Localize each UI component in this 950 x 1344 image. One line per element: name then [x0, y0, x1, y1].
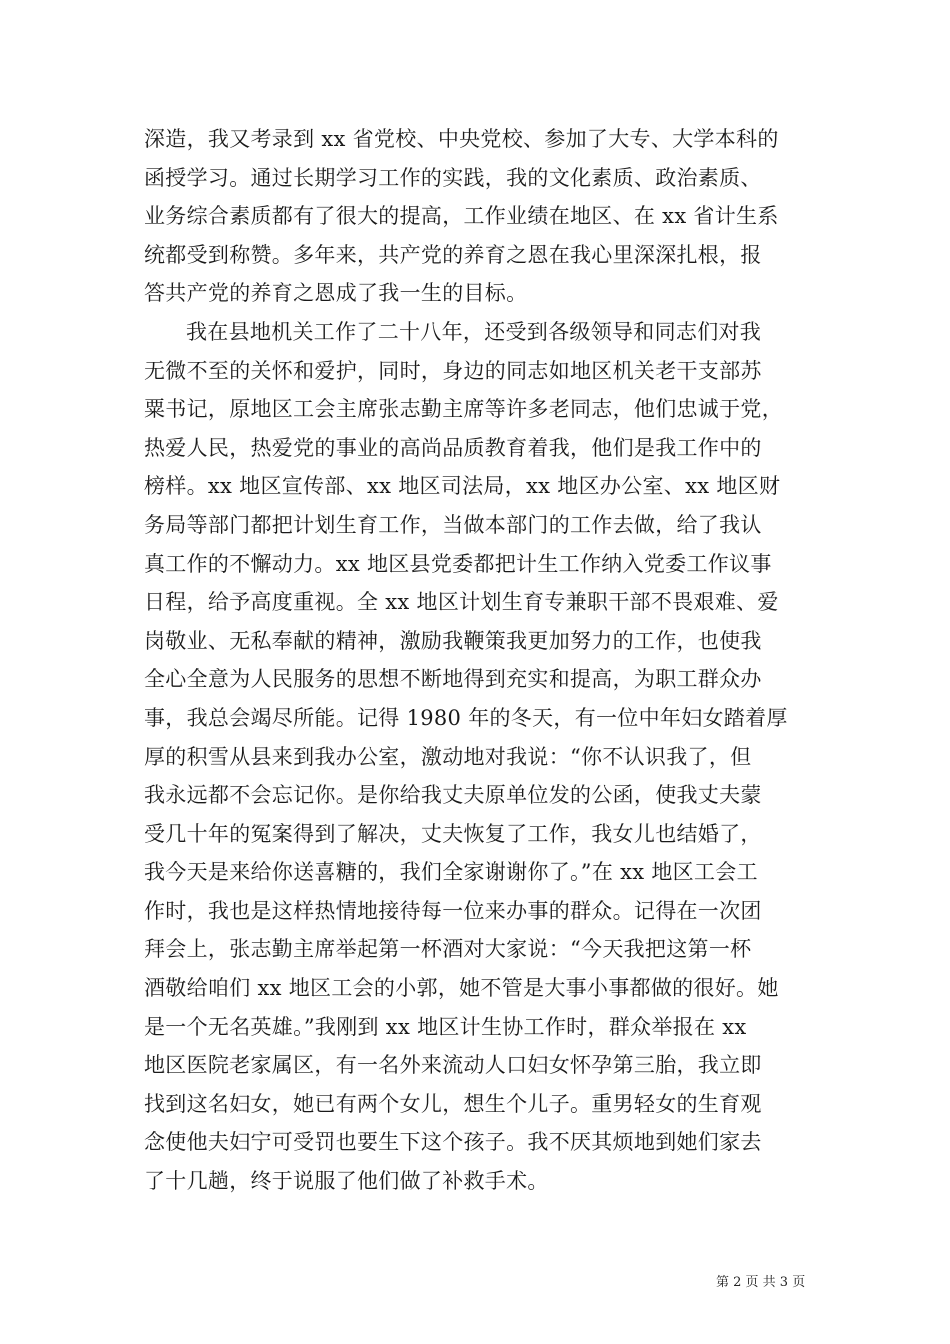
- text-line: 业务综合素质都有了很大的提高，工作业绩在地区、在 xx 省计生系: [144, 204, 779, 229]
- text-line: 深造，我又考录到 xx 省党校、中央党校、参加了大专、大学本科的: [144, 127, 779, 151]
- text-line: 了十几趟，终于说服了他们做了补救手术。: [144, 1169, 549, 1194]
- text-line: 岗敬业、无私奉献的精神，激励我鞭策我更加努力的工作，也使我: [144, 628, 762, 653]
- text-line: 念使他夫妇宁可受罚也要生下这个孩子。我不厌其烦地到她们家去: [144, 1130, 762, 1155]
- text-line: 酒敬给咱们 xx 地区工会的小郭，她不管是大事小事都做的很好。她: [144, 976, 779, 1001]
- text-line: 地区医院老家属区，有一名外来流动人口妇女怀孕第三胎，我立即: [144, 1053, 762, 1078]
- text-line: 粟书记，原地区工会主席张志勤主席等许多老同志，他们忠诚于党，: [144, 397, 783, 422]
- text-line: 榜样。xx 地区宣传部、xx 地区司法局，xx 地区办公室、xx 地区财: [144, 474, 781, 499]
- text-line: 事，我总会竭尽所能。记得 1980 年的冬天，有一位中年妇女踏着厚: [144, 705, 788, 730]
- text-line: 真工作的不懈动力。xx 地区县党委都把计生工作纳入党委工作议事: [144, 551, 772, 576]
- text-line: 全心全意为人民服务的思想不断地得到充实和提高，为职工群众办: [144, 667, 762, 692]
- text-line: 我永远都不会忘记你。是你给我丈夫原单位发的公函，使我丈夫蒙: [144, 783, 762, 808]
- text-line: 函授学习。通过长期学习工作的实践，我的文化素质、政治素质、: [144, 165, 762, 190]
- text-line: 厚的积雪从县来到我办公室，激动地对我说：“你不认识我了，但: [144, 744, 752, 769]
- text-line: 我今天是来给你送喜糖的，我们全家谢谢你了。”在 xx 地区工会工: [144, 860, 758, 885]
- paragraph-start-line: 我在县地机关工作了二十八年，还受到各级领导和同志们对我: [186, 319, 762, 344]
- text-line: 无微不至的关怀和爱护，同时，身边的同志如地区机关老干支部苏: [144, 358, 762, 383]
- text-line: 日程，给予高度重视。全 xx 地区计划生育专兼职干部不畏艰难、爱: [144, 590, 779, 615]
- document-body: [144, 120, 814, 1201]
- text-line: 热爱人民，热爱党的事业的高尚品质教育着我，他们是我工作中的: [144, 435, 762, 460]
- text-line: 务局等部门都把计划生育工作，当做本部门的工作去做，给了我认: [144, 512, 762, 537]
- text-line: 找到这名妇女，她已有两个女儿，想生个儿子。重男轻女的生育观: [144, 1091, 762, 1116]
- text-line: 是一个无名英雄。”我刚到 xx 地区计生协工作时，群众举报在 xx: [144, 1014, 747, 1039]
- text-line: 拜会上，张志勤主席举起第一杯酒对大家说：“今天我把这第一杯: [144, 937, 752, 962]
- text-line: 作时，我也是这样热情地接待每一位来办事的群众。记得在一次团: [144, 898, 762, 923]
- page-number-footer: 第 2 页 共 3 页: [716, 1275, 806, 1290]
- text-line: 受几十年的冤案得到了解决，丈夫恢复了工作，我女儿也结婚了，: [144, 821, 762, 846]
- text-line: 统都受到称赞。多年来，共产党的养育之恩在我心里深深扎根，报: [144, 242, 762, 267]
- text-line: 答共产党的养育之恩成了我一生的目标。: [144, 281, 528, 306]
